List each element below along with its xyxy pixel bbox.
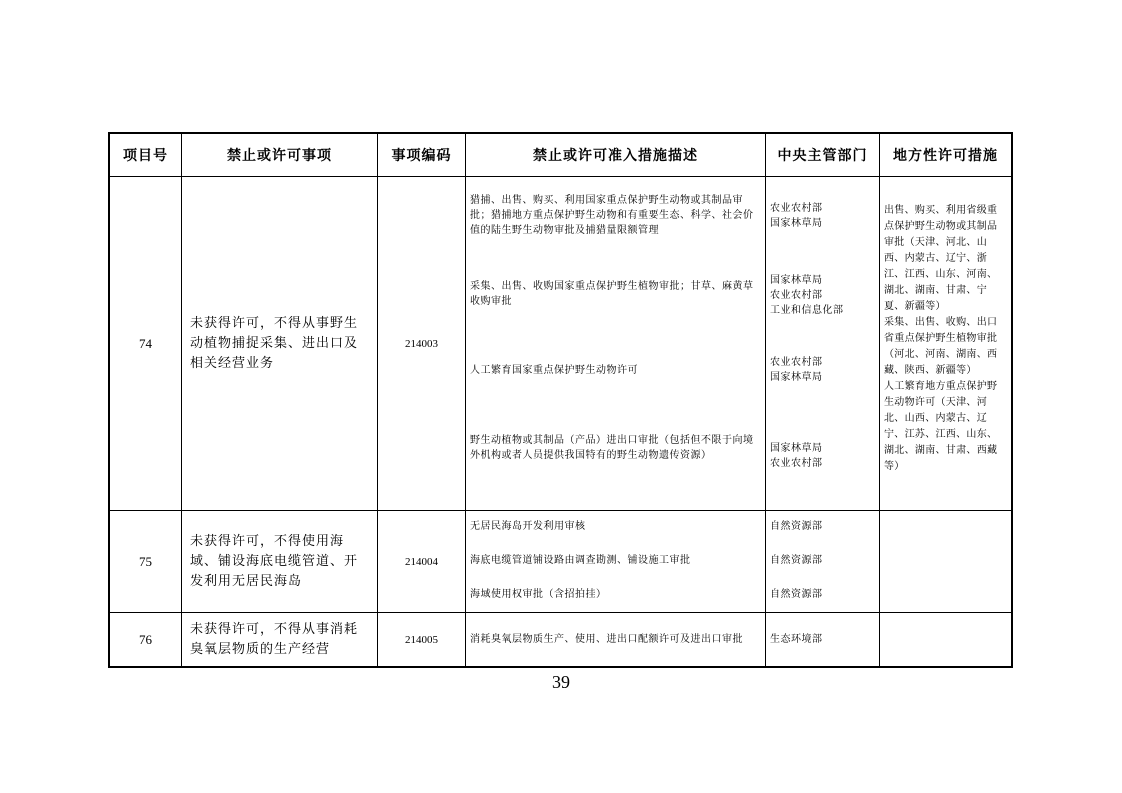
item-text: 未获得许可，不得使用海域、铺设海底电缆管道、开发利用无居民海岛	[190, 533, 359, 589]
table-row	[110, 613, 1011, 666]
central-department: 农业农村部 国家林草局	[770, 357, 823, 383]
item-cell	[182, 177, 378, 510]
measure-description: 猎捕、出售、购买、利用国家重点保护野生动物或其制品审批；猎捕地方重点保护野生动物和有重要生态、科学、社会价值的陆生野生动物审批及捕猎量限额管理	[470, 195, 754, 236]
measure-description-cell	[466, 613, 766, 666]
header-item-code: 事项编码	[378, 134, 466, 176]
measure-description: 海域使用权审批（含招拍挂）	[470, 589, 607, 600]
item-number: 75	[110, 511, 182, 612]
central-department: 自然资源部	[770, 555, 823, 566]
central-department: 自然资源部	[770, 521, 823, 532]
header-item-number: 项目号	[110, 134, 182, 176]
item-code: 214004	[378, 511, 466, 612]
central-department: 农业农村部 国家林草局	[770, 203, 823, 229]
page-number: 39	[552, 672, 570, 692]
item-number: 74	[110, 177, 182, 510]
table-header	[110, 134, 1011, 177]
central-department-cell	[766, 511, 880, 612]
measure-description-cell	[466, 177, 766, 510]
header-local-measures: 地方性许可措施	[893, 148, 998, 164]
item-code: 214003	[378, 177, 466, 510]
measure-description: 野生动植物或其制品（产品）进出口审批（包括但不限于向境外机构或者人员提供我国特有的野生动物遗传资源）	[470, 435, 754, 461]
measure-description-cell	[466, 511, 766, 612]
permit-table	[108, 132, 1013, 668]
item-number: 76	[110, 613, 182, 666]
central-department-cell	[766, 177, 880, 510]
table-row	[110, 511, 1011, 613]
item-text: 未获得许可，不得从事野生动植物捕捉采集、进出口及相关经营业务	[190, 315, 359, 371]
local-measures	[880, 511, 1011, 612]
item-text: 未获得许可，不得从事消耗臭氧层物质的生产经营	[190, 621, 359, 657]
measure-description: 采集、出售、收购国家重点保护野生植物审批；甘草、麻黄草收购审批	[470, 281, 754, 307]
local-measures	[880, 613, 1011, 666]
item-code: 214005	[378, 613, 466, 666]
header-central-department: 中央主管部门	[766, 134, 880, 176]
header-measure-description: 禁止或许可准入措施描述	[466, 134, 766, 176]
central-department-cell	[766, 613, 880, 666]
item-cell	[182, 511, 378, 612]
header-item: 禁止或许可事项	[182, 134, 378, 176]
table-row	[110, 177, 1011, 511]
local-measures: 出售、购买、利用省级重点保护野生动物或其制品审批（天津、河北、山西、内蒙古、辽宁、浙江、江西、山东、河南、湖北、湖南、甘肃、宁夏、新疆等） 采集、出售、收购、出口省重点保护野生植物审批（河北、河南、湖南、西藏、陕西、新疆等） 人工繁育地方重点保护野生动物许可（天津、河北、山西、内蒙古、辽宁、江苏、江西、山东、湖北、湖南、甘肃、西藏等）	[884, 205, 998, 472]
central-department: 国家林草局 农业农村部	[770, 443, 823, 469]
item-cell	[182, 613, 378, 666]
central-department: 自然资源部	[770, 589, 823, 600]
central-department: 国家林草局 农业农村部 工业和信息化部	[770, 275, 844, 316]
measure-description: 消耗臭氧层物质生产、使用、进出口配额许可及进出口审批	[470, 634, 743, 645]
measure-description: 无居民海岛开发利用审核	[470, 521, 586, 532]
measure-description: 海底电缆管道铺设路由调查勘测、铺设施工审批	[470, 555, 691, 566]
measure-description: 人工繁育国家重点保护野生动物许可	[470, 365, 638, 376]
central-department: 生态环境部	[770, 634, 823, 645]
